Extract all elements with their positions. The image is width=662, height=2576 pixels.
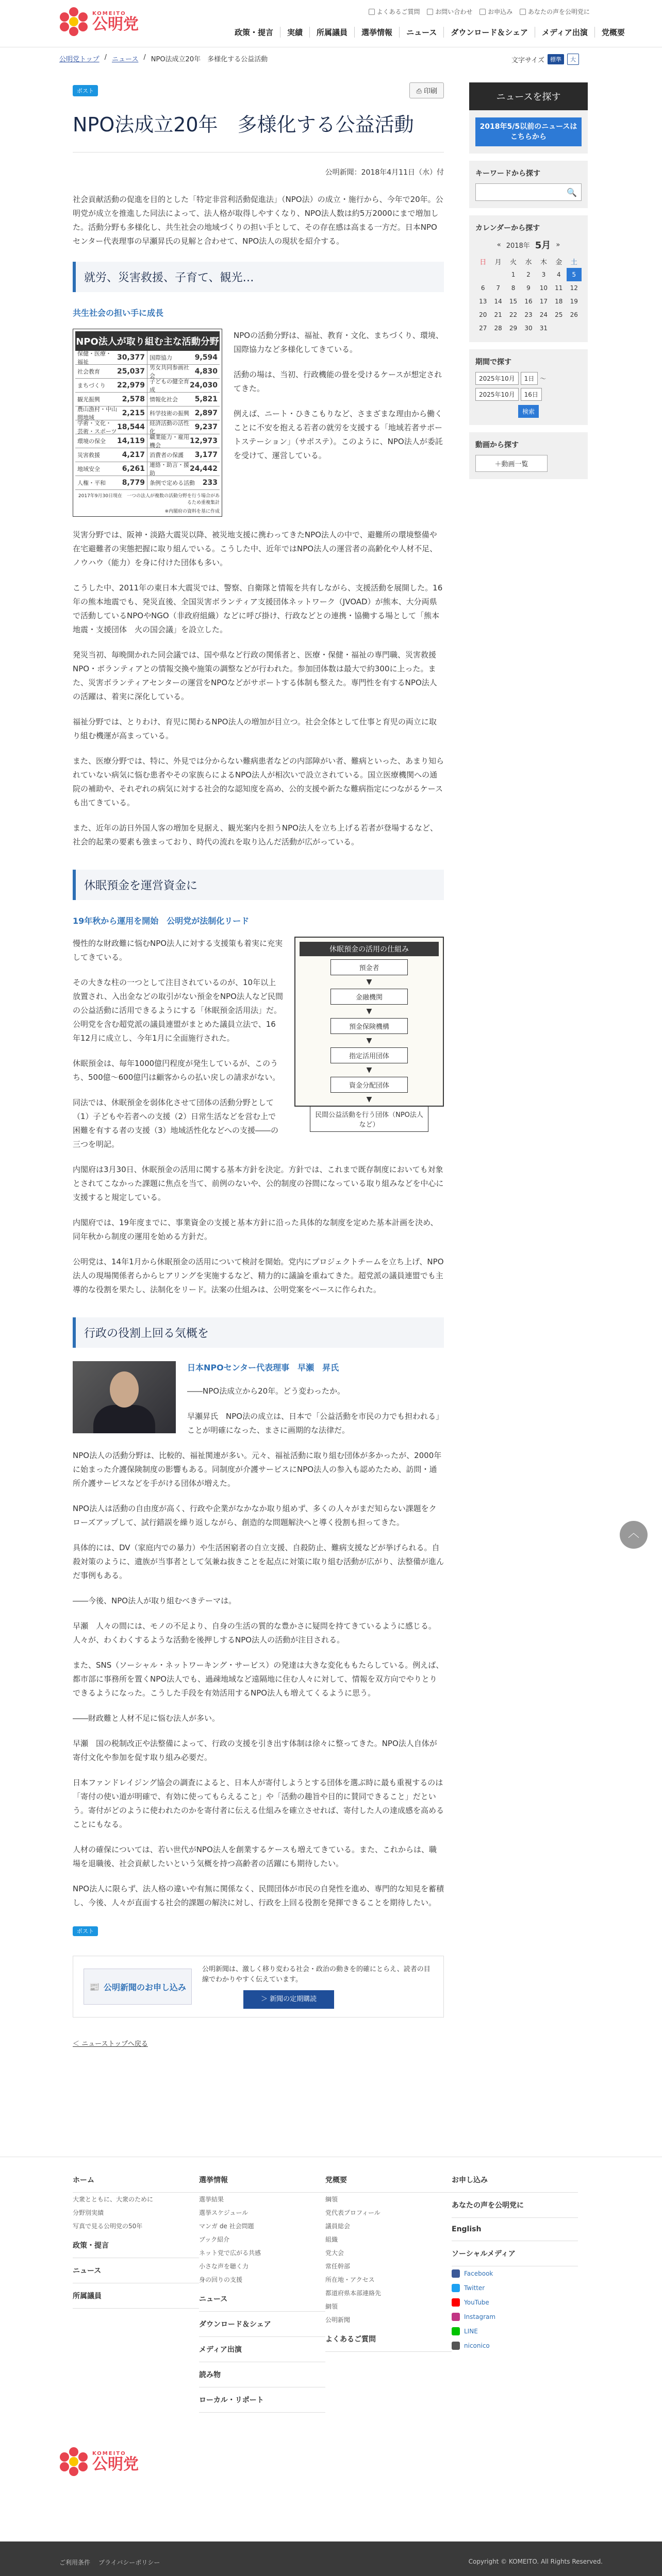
sidebar <box>469 82 588 479</box>
table-cell <box>75 365 147 379</box>
weekday-label: 木 <box>540 258 547 266</box>
komeito-flower-icon <box>59 2447 88 2476</box>
social-icon <box>452 2298 460 2307</box>
calendar-day[interactable]: 13 <box>479 298 487 305</box>
site-header <box>0 0 662 47</box>
footer-sub-link[interactable]: 所在地・アクセス <box>325 2276 375 2283</box>
text-size-large-button[interactable]: 大 <box>567 54 579 65</box>
table-field-name: 消費者の保護 <box>150 452 184 459</box>
keyword-label: キーワードから探す <box>475 170 540 178</box>
table-field-name: 連絡・助言・援助 <box>150 462 189 477</box>
table-field-value: 4,830 <box>194 367 218 376</box>
square-icon <box>479 9 486 15</box>
nav-members[interactable]: 所属議員 <box>309 27 354 38</box>
table-field-value: 2,215 <box>122 409 145 417</box>
table-field-name: 保健・医療・福祉 <box>77 350 111 365</box>
footer-sub-link[interactable]: 選挙結果 <box>199 2196 224 2203</box>
footer-sub-link[interactable]: ブック紹介 <box>199 2236 230 2243</box>
social-link[interactable]: YouTube <box>452 2295 578 2310</box>
calendar-day[interactable]: 22 <box>509 311 518 318</box>
footer-sub-link[interactable]: 身の回りの支援 <box>199 2276 243 2283</box>
table-field-name: 社会教育 <box>77 368 100 375</box>
subscription-text: 公明新聞は、激しく移り変わる社会・政治の動きを的確にとらえ、読者の目線でわかりやすく伝えています。 <box>202 1965 431 1984</box>
paragraph: 内閣府では、19年度までに、事業資金の支援と基本方針に沿った具体的な制度を定めた基本計画を決め、同年秋から制度の運用を始める方針だ。 <box>73 1218 438 1241</box>
calendar-prev-icon[interactable]: « <box>496 241 501 249</box>
calendar-day <box>551 321 566 335</box>
calendar-day[interactable]: 4 <box>557 271 561 278</box>
diagram-box: 資金分配団体 <box>330 1077 408 1093</box>
calendar-day[interactable]: 8 <box>511 284 516 292</box>
footer-heading-link[interactable]: ローカル・リポート <box>199 2387 325 2413</box>
table-field-name: 農山漁村・中山間地域 <box>77 406 117 421</box>
calendar-day[interactable]: 23 <box>524 311 533 318</box>
table-field-name: 学術・文化・芸術・スポーツ <box>77 420 117 435</box>
table-cell <box>147 379 220 393</box>
table-cell <box>147 406 220 420</box>
table-field-value: 30,377 <box>117 353 145 362</box>
voice-link[interactable]: あなたの声を公明党に <box>520 7 590 16</box>
table-cell <box>75 351 147 365</box>
table-cell <box>147 351 220 365</box>
calendar-day[interactable]: 10 <box>539 284 548 292</box>
section-subhead: 共生社会の担い手に成長 <box>73 308 164 318</box>
calendar-day[interactable]: 24 <box>539 311 548 318</box>
table-field-value: 9,594 <box>194 353 218 362</box>
footer-heading-link[interactable]: English <box>452 2218 578 2241</box>
footer-heading-link[interactable]: ホーム <box>73 2167 199 2193</box>
weekday-label: 水 <box>525 258 532 266</box>
footer-sub-link[interactable]: 党大会 <box>325 2249 344 2257</box>
section-subhead: 19年秋から運用を開始 公明党が法制化リード <box>73 916 250 926</box>
tweet-button[interactable]: ポスト <box>73 85 98 96</box>
faq-link[interactable]: よくあるご質問 <box>369 7 420 16</box>
diagram-box: 指定活用団体 <box>330 1047 408 1063</box>
to-month-select[interactable]: 2025年10月 <box>475 388 519 401</box>
table-field-value: 12,973 <box>189 437 218 445</box>
period-label: 期間で探す <box>475 358 511 366</box>
speaker-name: 日本NPOセンター代表理事 早瀬 昇氏 <box>187 1363 339 1372</box>
privacy-link[interactable]: プライバシーポリシー <box>98 2559 160 2566</box>
calendar-day[interactable]: 21 <box>494 311 502 318</box>
speaker-photo <box>73 1361 176 1433</box>
diagram-box: 金融機関 <box>330 989 408 1005</box>
footer-sub-link[interactable]: 分野別実績 <box>73 2209 104 2216</box>
table-title: NPO法人が取り組む主な活動分野 <box>75 331 220 351</box>
calendar-next-icon[interactable]: » <box>556 241 560 249</box>
weekday-label: 月 <box>494 258 502 266</box>
table-field-value: 22,979 <box>117 381 145 389</box>
interview-question: ――NPO法成立から20年。どう変わったか。 <box>187 1386 345 1396</box>
table-cell <box>147 476 220 490</box>
nav-policy[interactable]: 政策・提言 <box>235 28 274 37</box>
paragraph: 福祉分野では、とりわけ、育児に関わるNPO法人の増加が目立つ。社会全体として仕事と育児の両立に取り組む機運が高まっている。 <box>73 717 437 740</box>
logo-big-text: 公明党 <box>92 15 139 33</box>
footer-column <box>325 2167 452 2413</box>
table-field-value: 4,217 <box>122 451 145 459</box>
global-nav <box>228 27 632 38</box>
calendar-day[interactable]: 27 <box>479 325 487 332</box>
footer-sub-link[interactable]: ネット党で広がる共感 <box>199 2249 261 2257</box>
footer-heading-link[interactable]: 読み物 <box>199 2362 325 2387</box>
social-link[interactable]: Facebook <box>452 2266 578 2281</box>
paragraph: NPO法人は活動の自由度が高く、行政や企業がなかなか取り組めず、多くの人々がまだ知らない課題をクローズアップして、試行錯誤を繰り返しながら、創造的な問題解決へと導く役割も担ってきた。 <box>73 1504 437 1527</box>
newspaper-banner[interactable]: 📰 公明新聞のお申し込み <box>84 1969 192 2005</box>
paragraph: また、医療分野では、特に、外見では分からない難病患者などの内部障がい者、難病といった、あまり知られていない病気に悩む患者やその家族らによるNPO法人が相次いで設立されている。国立医療機関への通院の補助や、それぞれの病気に対する社会的な認知度を高め、公的支援や新たな難病指定につながるケースも出てきている。 <box>73 756 444 807</box>
footer-logo[interactable] <box>59 2447 139 2476</box>
footer-heading-link[interactable]: ダウンロード＆シェア <box>199 2312 325 2337</box>
social-link[interactable]: Twitter <box>452 2281 578 2295</box>
table-field-name: 人権・平和 <box>77 480 106 486</box>
arrow-down-icon: ▼ <box>366 1095 372 1104</box>
calendar-day[interactable]: 5 <box>567 268 582 281</box>
footer-heading-link[interactable]: あなたの声を公明党に <box>452 2193 578 2218</box>
social-link[interactable]: niconico <box>452 2338 578 2353</box>
paragraph: 慢性的な財政難に悩むNPO法人に対する支援策も着実に充実してきている。 <box>73 939 283 962</box>
calendar-day[interactable]: 7 <box>496 284 500 292</box>
table-cell <box>75 393 147 406</box>
nav-achievements[interactable]: 実績 <box>280 27 309 38</box>
calendar-day[interactable]: 19 <box>570 298 578 305</box>
newspaper-icon: 📰 <box>89 1981 100 1992</box>
footer-column <box>452 2167 578 2413</box>
diagram-box: 民間公益活動を行う団体（NPO法人など） <box>310 1106 428 1132</box>
table-field-name: 地域安全 <box>77 466 100 472</box>
paragraph: 内閣府は3月30日、休眠預金の活用に関する基本方針を決定。方針では、これまで既存制度においても対象とされてこなかった課題に焦点を当て、前例のないや、公的制度の谷間になっている取り組みなどを中心に支援すると規定している。 <box>73 1165 444 1202</box>
diagram-title: 休眠預金の活用の仕組み <box>300 942 439 956</box>
paragraph: NPO法人に限らず、法人格の違いや有無に関係なく、民間団体が市民の自発性を進め、専門的な知見を蓄積し、今後、人々が直面する社会的課題の解決に対し、行政を上回る役割を発揮できることを期待したい。 <box>73 1884 444 1907</box>
calendar-day[interactable]: 26 <box>570 311 578 318</box>
footer-sub-link[interactable]: 選挙スケジュール <box>199 2209 249 2216</box>
terms-link[interactable]: ご利用条件 <box>59 2559 91 2566</box>
to-day-select[interactable]: 16日 <box>521 388 542 401</box>
table-field-value: 2,578 <box>122 395 145 403</box>
square-icon <box>369 9 375 15</box>
social-link[interactable]: LINE <box>452 2324 578 2338</box>
copyright: Copyright © KOMEITO. All Rights Reserved. <box>468 2558 603 2565</box>
from-month-select[interactable]: 2025年10月 <box>475 372 519 385</box>
table-cell <box>147 365 220 379</box>
table-note: 2017年9月30日現在 一つの法人が複数の活動分野を行う場合があるため重複集計 <box>78 494 220 505</box>
table-field-name: 観光振興 <box>77 396 100 403</box>
footer-column <box>199 2167 325 2413</box>
table-field-value: 6,261 <box>122 465 145 473</box>
footer-sub-link[interactable]: 大衆とともに、大衆のために <box>73 2196 154 2203</box>
text-size-label: 文字サイズ <box>511 56 544 64</box>
table-field-value: 233 <box>202 479 218 487</box>
site-logo[interactable] <box>59 7 139 36</box>
table-field-name: まちづくり <box>77 382 106 389</box>
social-icon <box>452 2327 460 2335</box>
social-icon <box>452 2342 460 2350</box>
table-field-value: 8,779 <box>122 479 145 487</box>
footer-heading-link[interactable]: 選挙情報 <box>199 2167 325 2193</box>
calendar-label: カレンダーから探す <box>475 224 540 232</box>
table-field-value: 9,237 <box>194 423 218 431</box>
article-date: 公明新聞：2018年4月11日（水）付 <box>325 168 444 177</box>
interview-answer: 早瀬 国の税制改正や法整備によって、行政の支援を引き出す体制は徐々に整ってきた。NPO法人自体が寄付文化や参加を促す取り組み必要だ。 <box>73 1739 437 1762</box>
footer-sub-link[interactable]: マンガ de 社会問題 <box>199 2223 254 2230</box>
footer-sub-link[interactable]: 党代表プロフィール <box>325 2209 380 2216</box>
dormant-deposit-diagram <box>294 937 444 1129</box>
calendar-day[interactable]: 14 <box>494 298 502 305</box>
calendar-day[interactable]: 1 <box>511 271 516 278</box>
table-field-name: 災害救援 <box>77 452 100 459</box>
table-cell <box>147 420 220 434</box>
footer-heading-link[interactable]: 政策・提言 <box>73 2233 199 2258</box>
breadcrumb-sep: / <box>143 54 146 61</box>
footer-heading-link[interactable]: 党概要 <box>325 2167 452 2193</box>
calendar-day[interactable]: 15 <box>509 298 518 305</box>
logo-small-text: KOMEITO <box>92 10 126 16</box>
breadcrumb-home[interactable]: 公明党トップ <box>59 56 100 63</box>
footer-sub-link[interactable]: 公明新聞 <box>325 2316 351 2324</box>
calendar <box>475 255 582 335</box>
calendar-day[interactable]: 20 <box>479 311 487 318</box>
nav-download[interactable]: ダウンロード＆シェア <box>443 27 535 38</box>
paragraph: 同法では、休眠預金を弱体化させて団体の活動分野として（1）子どもや若者への支援（2）日常生活などを営む上で困難を有する者の支援（3）地域活性化などへの支援――の三つを明記。 <box>73 1098 278 1149</box>
calendar-day <box>567 321 582 335</box>
arrow-down-icon: ▼ <box>366 1066 372 1074</box>
table-field-value: 24,030 <box>189 381 218 389</box>
calendar-day[interactable]: 29 <box>509 325 518 332</box>
footer-heading-link[interactable]: 所属議員 <box>73 2283 199 2309</box>
footer-sub-link[interactable]: 常任幹部 <box>325 2263 351 2270</box>
table-cell <box>147 393 220 406</box>
text-size-standard-button[interactable]: 標準 <box>548 54 564 64</box>
paragraph: こうした中、2011年の東日本大震災では、警察、自衛隊と情報を共有しながら、支援活動を展開した。16年の熊本地震でも、発災直後、全国災害ボランティア支援団体ネットワーク（JVOAD）が熊本、大分両県で活動しているNPOやNGO（非政府組織）などに呼び掛け、行政などとの連携・協働する場として「熊本地震・支援団体 火の国会議」を設立した。 <box>73 583 443 634</box>
range-separator: 〜 <box>540 375 547 382</box>
period-search-button[interactable]: 検索 <box>518 405 539 418</box>
chevron-up-icon: ︿ <box>627 1527 639 1540</box>
table-field-name: 国際協力 <box>150 354 172 361</box>
table-cell <box>75 379 147 393</box>
paragraph: 活動の場は、当初、行政機能の畳を受けるケースが想定されてきた。 <box>234 370 442 393</box>
calendar-day[interactable]: 18 <box>555 298 563 305</box>
back-to-news-link[interactable]: ＜ ニューストップへ戻る <box>73 2040 148 2048</box>
table-field-value: 25,037 <box>117 367 145 376</box>
table-body <box>75 351 220 490</box>
footer-sub-link[interactable]: 網領 <box>325 2303 338 2310</box>
footer-sub-link[interactable]: 組織 <box>325 2236 338 2243</box>
calendar-year: 2018年 <box>506 242 530 250</box>
footer-sub-link[interactable]: 議員総会 <box>325 2223 351 2230</box>
arrow-down-icon: ▼ <box>366 1007 372 1015</box>
calendar-day <box>490 268 505 281</box>
paragraph: また、近年の訪日外国人客の増加を見据え、観光案内を担うNPO法人を立ち上げる若者が登場するなど、社会的起業の要素も強まっており、時代の流れを取り込んだ活動が広がっている。 <box>73 823 438 846</box>
breadcrumb <box>59 54 268 63</box>
table-cell <box>75 462 147 476</box>
paragraph: 休眠預金は、毎年1000億円程度が発生しているが、このうち、500億〜600億円は顧客からの払い戻しの請求がない。 <box>73 1059 280 1082</box>
scroll-top-button[interactable] <box>620 1521 648 1549</box>
footer-bottom-bar <box>0 2541 662 2576</box>
calendar-day[interactable]: 28 <box>494 325 502 332</box>
video-select[interactable]: ＋動画一覧 <box>475 455 548 472</box>
table-field-name: 子どもの健全育成 <box>150 378 189 393</box>
section-heading: 休眠預金を運営資金に <box>73 870 444 900</box>
article <box>73 82 444 2048</box>
table-field-value: 18,544 <box>117 423 145 431</box>
interview-answer: 早瀬昇氏 NPO法の成立は、日本で「公益活動を市民の力でも担われる」ことが明確になった、まさに画期的な法律だ。 <box>187 1412 444 1435</box>
calendar-day[interactable]: 12 <box>570 284 578 292</box>
npo-activity-table <box>73 329 222 517</box>
section-heading: 就労、災害救援、子育て、観光… <box>73 262 444 292</box>
article-lead: 社会貢献活動の促進を目的とした「特定非営利活動促進法」（NPO法）の成立・施行から、今年で20年。公明党が成立を推進した同法によって、法人格が取得しやすくなり、NPO法人数は約5万2000にまで増加した。活動分野も多様化し、共生社会の地域づくりの担い手として、その存在感は高まる一方だ。日本NPOセンター代表理事の早瀬昇氏の見解と合わせて、NPO法人の現状を紹介する。 <box>73 195 443 246</box>
interview-question: ――財政難と人材不足に悩む法人が多い。 <box>73 1714 220 1723</box>
calendar-month: 5月 <box>535 240 551 251</box>
diagram-box: 預金者 <box>330 959 408 975</box>
calendar-day[interactable]: 6 <box>481 284 485 292</box>
footer-heading-link[interactable]: ソーシャルメディア <box>452 2241 578 2266</box>
calendar-day[interactable]: 30 <box>524 325 533 332</box>
paragraph: 災害分野では、阪神・淡路大震災以降、被災地支援に携わってきたNPO法人の中で、避難所の環境整備や在宅避難者の実態把握に取り組んでいる。こうした中、近年ではNPO法人の運営者の高齢化や人材不足、ノウハウ（能力）を身に付けた団体も多い。 <box>73 530 438 567</box>
table-cell <box>75 448 147 462</box>
table-field-name: 経済活動の活性化 <box>150 420 189 435</box>
print-icon: ⎙ <box>416 88 422 95</box>
table-field-value: 24,442 <box>189 465 218 473</box>
nav-news[interactable]: ニュース <box>399 27 443 38</box>
table-field-name: 条例で定める活動 <box>150 480 195 486</box>
square-icon <box>520 9 526 15</box>
interview-answer: 早瀬 人々の間には、モノの不足より、自身の生活の質的な豊かさに疑問を持てきているように感じる。人々が、わくわくするような活動を後押しするNPO法人の活動が注目される。 <box>73 1621 436 1645</box>
calendar-day[interactable]: 25 <box>555 311 563 318</box>
contact-link[interactable]: お問い合わせ <box>427 7 472 16</box>
weekday-label: 土 <box>570 258 577 266</box>
table-field-name: 環境の保全 <box>77 438 106 445</box>
breadcrumb-news[interactable]: ニュース <box>112 56 139 63</box>
text-size-control <box>511 54 579 65</box>
table-field-name: 男女共同参画社会 <box>150 364 189 379</box>
breadcrumb-current: NPO法成立20年 多様化する公益活動 <box>151 56 268 63</box>
table-field-name: 科学技術の振興 <box>150 410 189 417</box>
from-day-select[interactable]: 1日 <box>521 372 538 385</box>
footer-sub-link[interactable]: 綱領 <box>325 2196 338 2203</box>
calendar-day <box>475 268 490 281</box>
nav-about[interactable]: 党概要 <box>594 27 632 38</box>
table-field-name: 情報化社会 <box>150 396 178 403</box>
search-icon[interactable]: 🔍 <box>567 187 577 197</box>
table-cell <box>75 476 147 490</box>
paragraph: また、SNS（ソーシャル・ネットワーキング・サービス）の発達は大きな変化ももたらしている。例えば、都市部に事務所を置くNPO法人でも、過疎地域など遠隔地に住む人々に対して、情報を双方向でやりとりできるようになった。こうした手段を有効活用するNPO法人も増えてくるように思う。 <box>73 1660 444 1698</box>
footer-heading-link[interactable]: ニュース <box>199 2286 325 2312</box>
footer-sub-link[interactable]: 小さな声を聴く力 <box>199 2263 249 2270</box>
calendar-day[interactable]: 17 <box>539 298 548 305</box>
footer-column <box>73 2167 199 2413</box>
print-button[interactable]: ⎙ 印刷 <box>409 82 444 98</box>
social-icon <box>452 2269 460 2278</box>
apply-link[interactable]: お申込み <box>479 7 512 16</box>
paragraph: その大きな柱の一つとして注目されているのが、10年以上放置され、入出金などの取引がない預金をNPO法人など民間の公益活動に活用できるようにする「休眠預金活用法」だ。公明党を含む超党派の議員連盟がまとめた議員立法で、16年12月に成立し、今年1月に全面施行された。 <box>73 978 283 1043</box>
logo-big-text: 公明党 <box>92 2455 139 2473</box>
footer-sub-link[interactable]: 都道府県本部連絡先 <box>325 2290 382 2297</box>
komeito-flower-icon <box>59 7 88 36</box>
footer-heading-link[interactable]: ニュース <box>73 2258 199 2283</box>
paragraph: 公明党は、14年1月から休眠預金の活用について検討を開始。党内にプロジェクトチームを立ち上げ、NPO法人の現場関係者らからヒアリングを実施するなど、精力的に議論を重ねてきた。超党派の議員連盟でも主導的な役割を果たし、法制化をリード。法案の仕組みは、公明党案をベースに作られた。 <box>73 1257 444 1294</box>
utility-links <box>369 7 590 16</box>
footer-heading-link[interactable]: よくあるご質問 <box>325 2327 452 2352</box>
paragraph: 日本ファンドレイジング協会の調査によると、日本人が寄付しようとする団体を選ぶ時に最も重視するのは「寄付の使い道が明確で、有効に使ってもらえること」や「活動の趣旨や目的に賛同できること」だという。寄付がどのように使われたのかを寄付者に伝える仕組みを確立させれば、寄付した人の達成感を高めることにもなる。 <box>73 1778 444 1829</box>
table-cell <box>75 420 147 434</box>
paragraph: 人材の確保については、若い世代がNPO法人を創業するケースも増えてきている。また、これからは、職場を退職後、社会貢献したいという気概を持つ高齢者の活躍にも期待したい。 <box>73 1845 437 1868</box>
social-link[interactable]: Instagram <box>452 2310 578 2324</box>
footer-heading-link[interactable]: メディア出演 <box>199 2337 325 2362</box>
logo-small-text: KOMEITO <box>92 2450 126 2456</box>
table-field-value: 14,119 <box>117 437 145 445</box>
social-icon <box>452 2313 460 2321</box>
nav-election[interactable]: 選挙情報 <box>354 27 399 38</box>
footer-heading-link[interactable]: お申し込み <box>452 2167 578 2193</box>
paragraph: 発災当初、毎晩開かれた同会議では、国や県など行政の関係者と、医療・保健・福祉の専門職、災害救援NPO・ボランティアとの情報交換や施策の調整などが行われた。参加団体数は最大で約300に上った。また、災害ボランティアセンターの運営をNPOなどがサポートする体制も整えた。専門性を有するNPO法人の活躍は、着実に深化している。 <box>73 650 437 701</box>
table-field-value: 3,177 <box>194 451 218 459</box>
section-heading: 行政の役割上回る気概を <box>73 1317 444 1348</box>
table-cell <box>147 462 220 476</box>
weekday-label: 火 <box>510 258 517 266</box>
paragraph: 具体的には、DV（家庭内での暴力）や生活困窮者の自立支援、自殺防止、難病支援などが挙げられる。自殺対策のように、遺族が当事者として気兼ね抜きことを起点に対策に取り組む活動が広がり、法整備が進んだ事例もある。 <box>73 1543 444 1580</box>
paragraph: NPOの活動分野は、福祉、教育・文化、まちづくり、環境、国際協力など多様化してきている。 <box>234 331 443 354</box>
table-cell <box>147 434 220 448</box>
table-cell <box>75 434 147 448</box>
nav-media[interactable]: メディア出演 <box>535 27 594 38</box>
breadcrumb-sep: / <box>104 54 107 61</box>
diagram-box: 預金保険機構 <box>330 1018 408 1034</box>
sidebar-title: ニュースを探す <box>469 82 588 110</box>
arrow-down-icon: ▼ <box>366 978 372 986</box>
table-field-value: 5,821 <box>194 395 218 403</box>
video-label: 動画から探す <box>475 441 519 449</box>
paragraph: 例えば、ニート・ひきこもりなど、さまざまな理由から働くことに不安を抱える若者の就労を支援する「地域若者サポートステーション」（サポステ）。このように、NPO法人が委託を受けて、運営している。 <box>234 409 443 460</box>
calendar-day[interactable]: 9 <box>526 284 531 292</box>
table-source: ※内閣府の資料を基に作成 <box>164 509 220 514</box>
calendar-day[interactable]: 31 <box>539 325 548 332</box>
weekday-label: 金 <box>555 258 562 266</box>
table-field-value: 2,897 <box>194 409 218 417</box>
weekday-label: 日 <box>479 258 487 266</box>
article-title: NPO法成立20年 多様化する公益活動 <box>73 112 444 152</box>
paragraph: NPO法人の活動分野は、比較的、福祉関連が多い。元々、福祉活動に取り組む団体が多かったが、2000年に始まった介護保険制度の影響もある。同制度が介護サービスにNPO法人の参入も認めたため、訪問・通所介護サービスなどを手がける団体が増えた。 <box>73 1451 442 1488</box>
tweet-button-bottom[interactable]: ポスト <box>73 1926 98 1936</box>
arrow-down-icon: ▼ <box>366 1037 372 1045</box>
calendar-day[interactable]: 16 <box>524 298 533 305</box>
footer-sub-link[interactable]: 写真で見る公明党の50年 <box>73 2223 143 2230</box>
table-field-name: 職業能力・雇用機会 <box>150 434 189 449</box>
square-icon <box>427 9 433 15</box>
interview-question: ――今後、NPO法人が取り組むべきテーマは。 <box>73 1596 237 1605</box>
social-icon <box>452 2284 460 2292</box>
table-cell <box>75 406 147 420</box>
keyword-search-input[interactable] <box>475 183 582 201</box>
newspaper-subscription-banner <box>73 1956 444 2018</box>
archive-news-button[interactable]: 2018年5/5以前のニュースはこちらから <box>475 117 582 146</box>
calendar-day[interactable]: 2 <box>526 271 531 278</box>
subscribe-button[interactable]: ＞ 新聞の定期購読 <box>243 1990 334 2009</box>
table-cell <box>147 448 220 462</box>
calendar-day[interactable]: 11 <box>555 284 563 292</box>
calendar-day[interactable]: 3 <box>541 271 546 278</box>
